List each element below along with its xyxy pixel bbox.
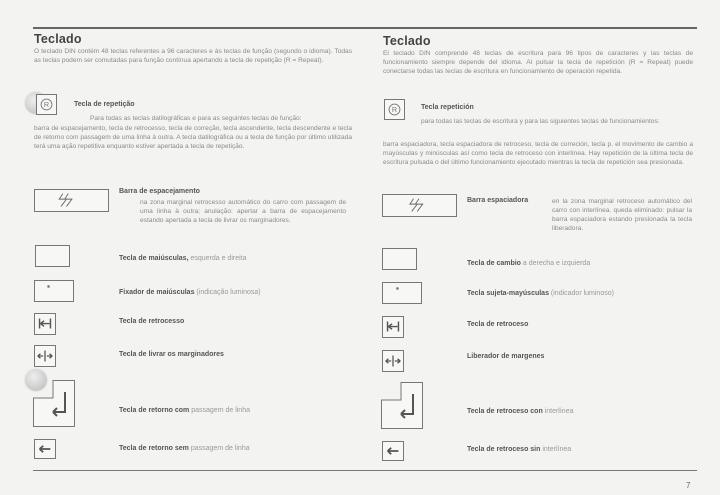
item-label-0: Tecla de maiúsculas, esquerda e direita — [119, 255, 247, 262]
spacebar-desc: na zona marginal retrocesso automático do carro com passagem de uma linha à outra; anulação: apertar a barra de espacejamento estando apertada a tecla de livrar os marginadores. — [140, 199, 346, 224]
caps-lock-key-icon — [382, 282, 422, 304]
item-label-3: Liberador de margenes — [467, 353, 545, 360]
repeat-body: barra espaciadora, tecla espaciadora de retroceso, tecla de correción, tecla p. el movimento de cambio a mayúsculas y minúsculas así como tecla de retroceso con interlínea. Hay repetición de la última tecla de escritura pulsada o del último funcionamiento ejecutado mientras la tecla de repetición sea presionada. — [383, 141, 693, 166]
return-key-icon — [33, 380, 75, 427]
item-label-2: Tecla de retroceso — [467, 321, 529, 328]
shift-key-icon — [382, 248, 417, 270]
backspace-key-icon — [382, 316, 404, 338]
return-no-linefeed-key-icon — [382, 441, 404, 461]
repeat-lead: Para todas as teclas datilográficas e para as seguintes teclas de função: — [90, 115, 302, 122]
item-label-1: Fixador de maiúsculas (indicação luminosa) — [119, 289, 261, 296]
caps-lock-key-icon — [34, 280, 74, 302]
item-label-3: Tecla de livrar os marginadores — [119, 351, 224, 358]
repeat-key-label: Tecla de repetição — [74, 101, 135, 108]
intro-paragraph: El teclado DIN comprende 48 teclas de escritura para 96 tipos de caracteres y las teclas de funcionamiento siempre depende del idioma. Al pulsar la tecla de repetición (R = Repeat) puede conectarse todas las teclas de escritura en funcionamiento de operación repetida. — [383, 50, 693, 75]
item-label-4: Tecla de retorno com passagem de linha — [119, 407, 250, 414]
item-label-2: Tecla de retrocesso — [119, 318, 185, 325]
return-no-linefeed-key-icon — [34, 439, 56, 459]
item-label-0: Tecla de cambio a derecha e izquierda — [467, 260, 591, 267]
registered-r-icon — [36, 94, 57, 115]
bottom-rule — [33, 470, 697, 471]
shift-key-icon — [35, 245, 70, 267]
spacebar-label: Barra de espacejamento — [119, 188, 200, 195]
repeat-lead: para todas las teclas de escritura y para las siguientes teclas de funcionamientos: — [421, 118, 660, 125]
item-label-1: Tecla sujeta-mayúsculas (indicador luminoso) — [467, 290, 614, 297]
spacebar-lightning-icon — [34, 189, 109, 212]
return-key-icon — [381, 382, 423, 429]
section-title: Teclado — [383, 34, 431, 48]
section-title: Teclado — [34, 32, 82, 46]
spacebar-lightning-icon — [382, 194, 457, 217]
intro-paragraph: O teclado DIN contém 48 teclas referentes a 96 caracteres e às teclas de função (segundo o idioma). Todas as teclas podem ser comutadas para função contínua apertando a tecla de repetição (R = Repeat). — [34, 48, 352, 64]
page-number: 7 — [686, 481, 691, 490]
item-label-5: Tecla de retroceso sin interlínea — [467, 446, 572, 453]
column-spanish — [360, 0, 720, 495]
margin-release-key-icon — [382, 350, 404, 372]
repeat-key-label: Tecla repetición — [421, 104, 474, 111]
backspace-key-icon — [34, 313, 56, 335]
svg-text:R: R — [43, 100, 50, 110]
repeat-body: barra de espacejamento, tecla de retrocesso, tecla de correção, tecla ascendente, tecla descendente e tecla de retorno com passagem de uma linha à outra. A tecla datilográfica ou a tecla de função por último utilizada terá uma ação repetitiva enquanto estiver apertada a tecla de repetição. — [34, 125, 352, 150]
margin-release-key-icon — [34, 345, 56, 367]
svg-text:R: R — [391, 105, 398, 115]
spacebar-desc: en la zona marginal retroceso automático del carro con interlínea. queda eliminado: pulsar la barra espaciadora estando presionada la tecla liberadora. — [552, 198, 692, 232]
item-label-4: Tecla de retroceso con interlínea — [467, 408, 574, 415]
spacebar-label: Barra espaciadora — [467, 197, 529, 204]
item-label-5: Tecla de retorno sem passagem de linha — [119, 445, 250, 452]
